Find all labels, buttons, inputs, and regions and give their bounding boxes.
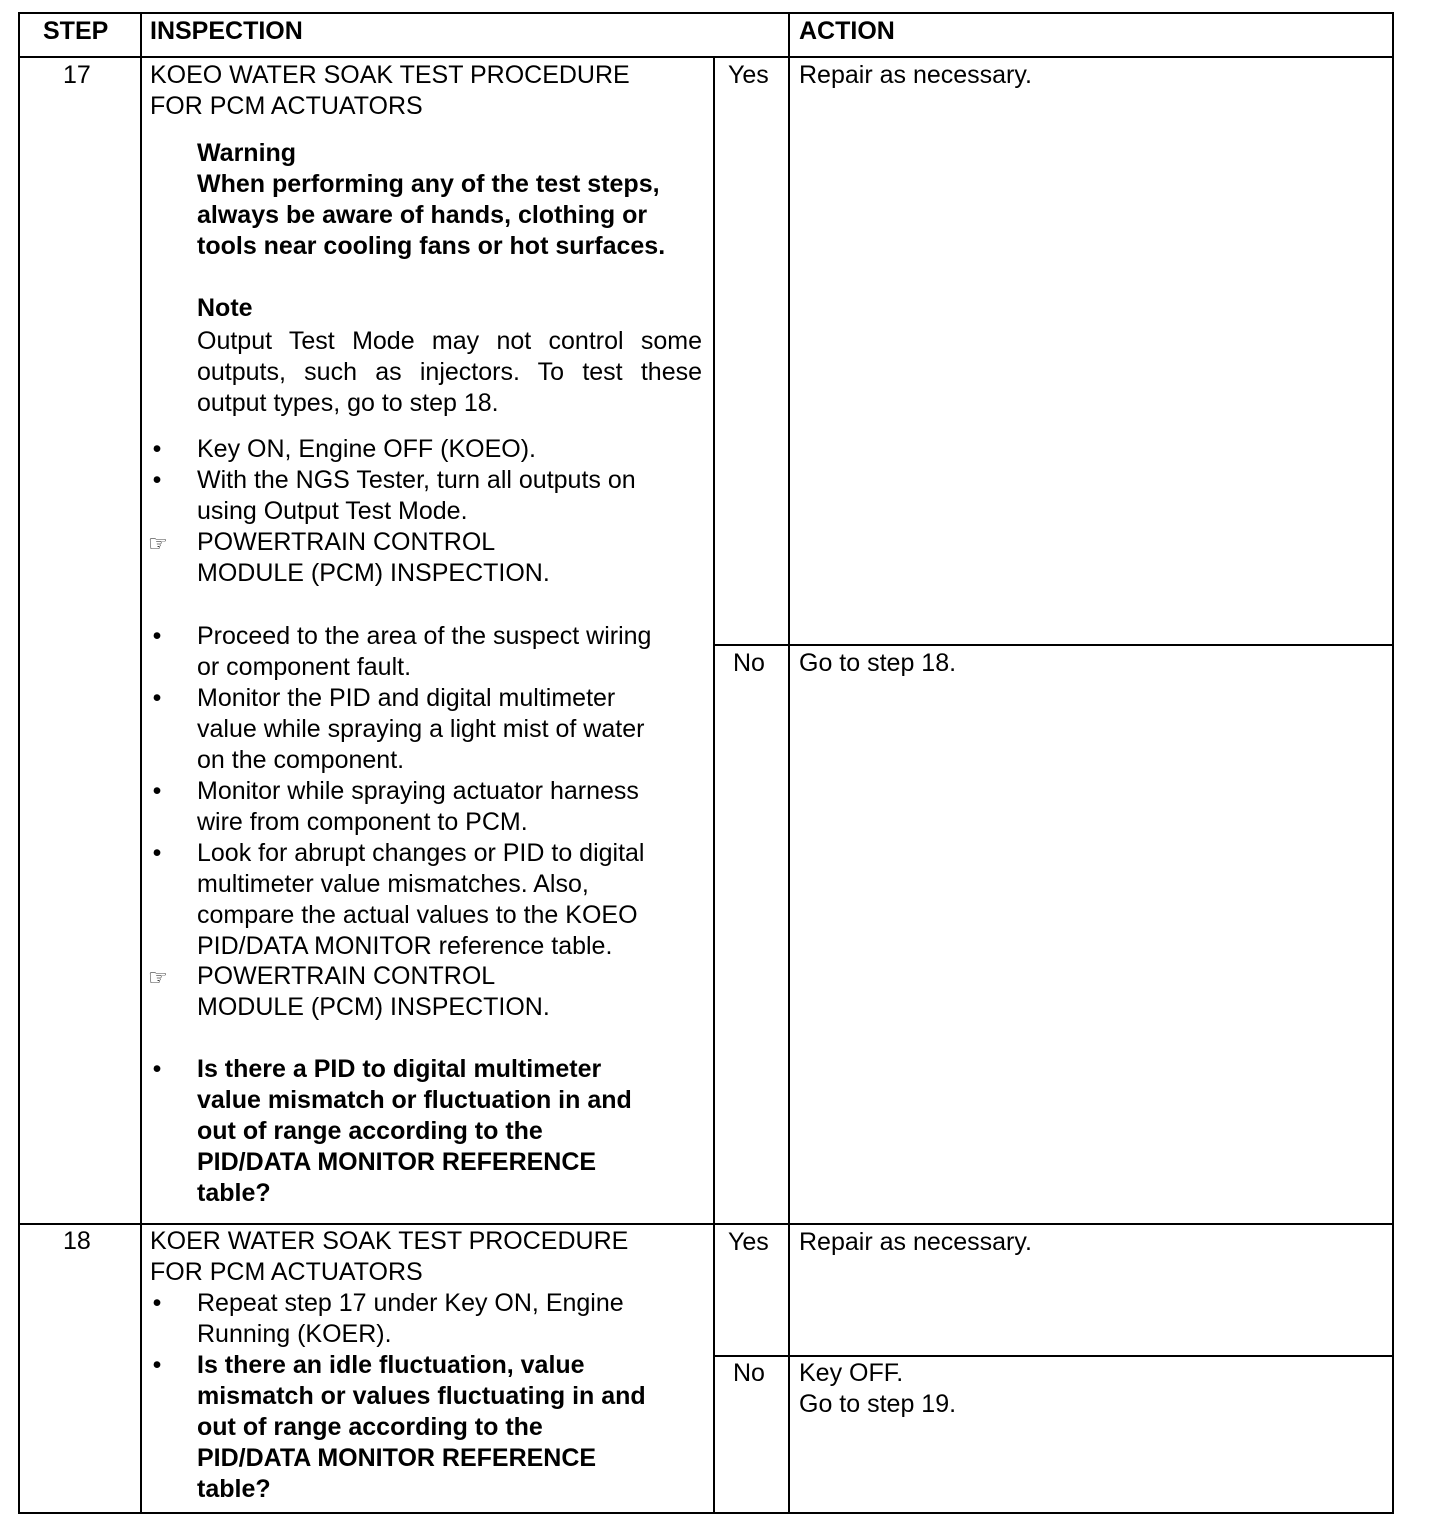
question-line: table? [197, 1179, 271, 1207]
list-item-line: Repeat step 17 under Key ON, Engine [197, 1289, 624, 1317]
bullet-icon: • [152, 839, 162, 867]
list-item-line: compare the actual values to the KOEO [197, 901, 638, 929]
step-number: 18 [63, 1227, 91, 1255]
list-item-line: PID/DATA MONITOR reference table. [197, 932, 613, 960]
question-line: PID/DATA MONITOR REFERENCE [197, 1148, 597, 1176]
yes-label: Yes [728, 61, 769, 89]
yes-no-column-divider [713, 56, 715, 1514]
step-column-divider [140, 12, 142, 1514]
step-title-line: KOER WATER SOAK TEST PROCEDURE [150, 1227, 629, 1255]
note-text-line: Output Test Mode may not control some [197, 327, 702, 355]
list-item-line: on the component. [197, 746, 405, 774]
note-heading: Note [197, 294, 253, 322]
question-line: out of range according to the [197, 1117, 543, 1145]
note-text-line: output types, go to step 18. [197, 389, 499, 417]
bullet-icon: • [152, 684, 162, 712]
list-item-line: or component fault. [197, 653, 412, 681]
list-item-line: wire from component to PCM. [197, 808, 528, 836]
step-title-line: FOR PCM ACTUATORS [150, 1258, 423, 1286]
bullet-icon: • [152, 435, 162, 463]
list-item-line: With the NGS Tester, turn all outputs on [197, 466, 636, 494]
table-border-bottom [18, 1512, 1394, 1514]
bullet-icon: • [152, 622, 162, 650]
action-column-divider [788, 12, 790, 1514]
step-title-line: FOR PCM ACTUATORS [150, 92, 423, 120]
list-item-line: MODULE (PCM) INSPECTION. [197, 559, 550, 587]
pointing-hand-icon: ☞ [148, 531, 168, 556]
table-border-top [18, 12, 1394, 14]
pointing-hand-icon: ☞ [148, 965, 168, 990]
list-item-line: POWERTRAIN CONTROL [197, 528, 496, 556]
step-row-divider [18, 1223, 1394, 1225]
no-action: Go to step 18. [799, 649, 957, 677]
bullet-icon: • [152, 1055, 162, 1083]
question-line: mismatch or values fluctuating in and [197, 1382, 646, 1410]
list-item-line: Key ON, Engine OFF (KOEO). [197, 435, 536, 463]
header-inspection: INSPECTION [150, 17, 303, 45]
bullet-icon: • [152, 1351, 162, 1379]
no-label: No [733, 1359, 765, 1387]
no-action: Key OFF. [799, 1359, 904, 1387]
header-divider [18, 56, 1394, 58]
yes-action: Repair as necessary. [799, 61, 1032, 89]
question-line: value mismatch or fluctuation in and [197, 1086, 632, 1114]
list-item-line: Running (KOER). [197, 1320, 392, 1348]
header-action: ACTION [799, 17, 895, 45]
list-item-line: using Output Test Mode. [197, 497, 468, 525]
no-action: Go to step 19. [799, 1390, 957, 1418]
table-border-right [1392, 12, 1394, 1514]
bullet-icon: • [152, 466, 162, 494]
yes-action: Repair as necessary. [799, 1228, 1032, 1256]
list-item-line: value while spraying a light mist of water [197, 715, 645, 743]
step17-yes-no-divider [713, 644, 1394, 646]
warning-text-line: tools near cooling fans or hot surfaces. [197, 232, 666, 260]
list-item-line: Monitor the PID and digital multimeter [197, 684, 616, 712]
list-item-line: MODULE (PCM) INSPECTION. [197, 993, 550, 1021]
list-item-line: POWERTRAIN CONTROL [197, 962, 496, 990]
no-label: No [733, 649, 765, 677]
question-line: Is there an idle fluctuation, value [197, 1351, 585, 1379]
list-item-line: Proceed to the area of the suspect wiring [197, 622, 652, 650]
bullet-icon: • [152, 777, 162, 805]
header-step: STEP [43, 17, 109, 45]
step-title-line: KOEO WATER SOAK TEST PROCEDURE [150, 61, 630, 89]
note-text-line: outputs, such as injectors. To test these [197, 358, 702, 386]
yes-label: Yes [728, 1228, 769, 1256]
warning-text-line: always be aware of hands, clothing or [197, 201, 648, 229]
warning-heading: Warning [197, 139, 297, 167]
warning-text-line: When performing any of the test steps, [197, 170, 660, 198]
list-item-line: Look for abrupt changes or PID to digital [197, 839, 645, 867]
question-line: out of range according to the [197, 1413, 543, 1441]
list-item-line: multimeter value mismatches. Also, [197, 870, 589, 898]
question-line: PID/DATA MONITOR REFERENCE [197, 1444, 597, 1472]
step-number: 17 [63, 61, 91, 89]
bullet-icon: • [152, 1289, 162, 1317]
question-line: Is there a PID to digital multimeter [197, 1055, 602, 1083]
step18-yes-no-divider [713, 1355, 1394, 1357]
table-border-left [18, 12, 20, 1514]
list-item-line: Monitor while spraying actuator harness [197, 777, 639, 805]
question-line: table? [197, 1475, 271, 1503]
